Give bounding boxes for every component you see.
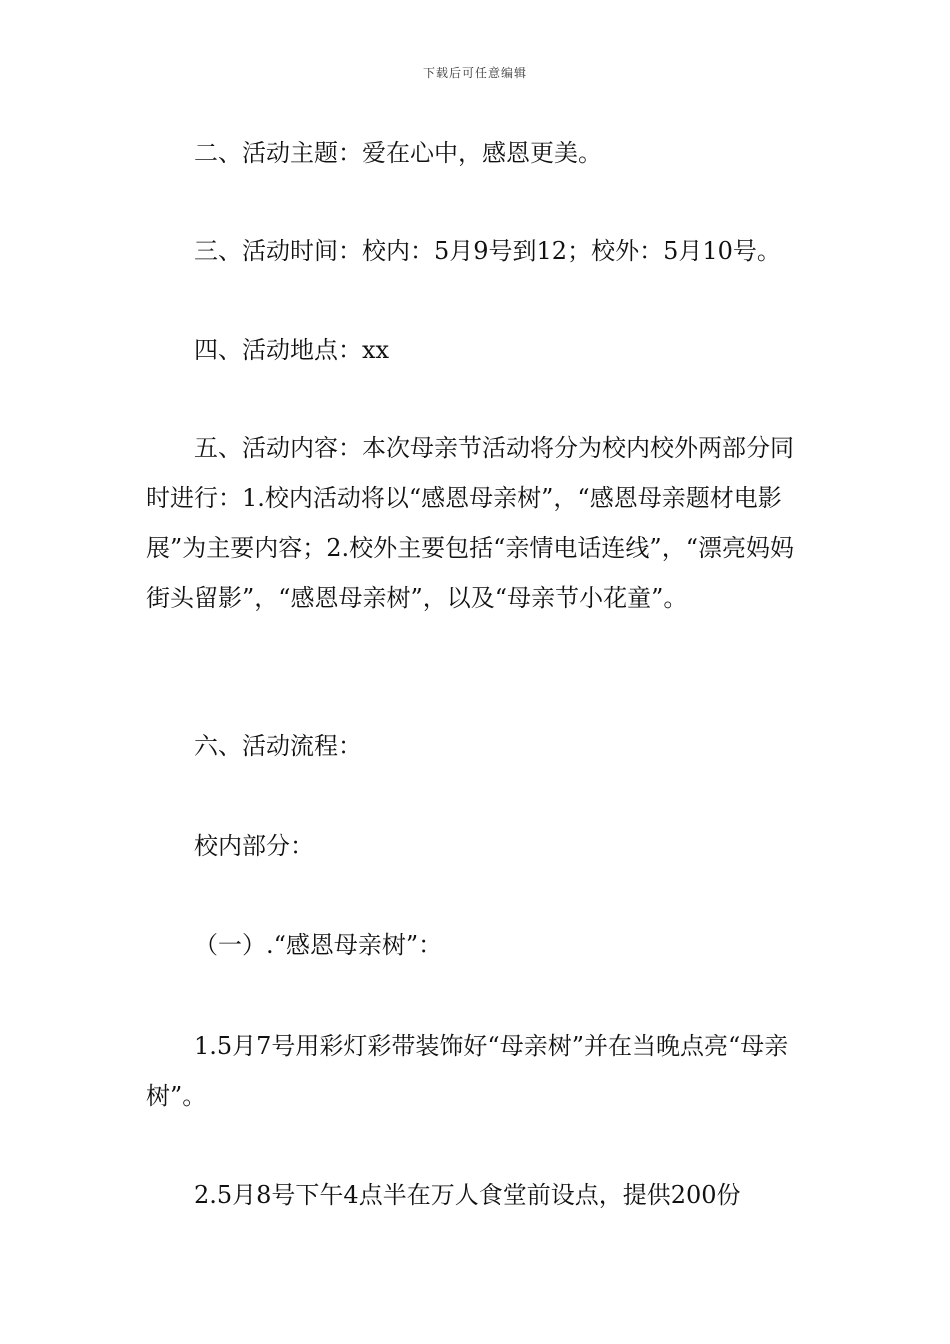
paragraph-content: 五、活动内容：本次母亲节活动将分为校内校外两部分同时进行：1.校内活动将以“感恩母亲树”，“感恩母亲题材电影展”为主要内容；2.校外主要包括“亲情电话连线”，“漂亮妈妈街头留影”，“感恩母亲树”，以及“母亲节小花童”。 xyxy=(146,434,794,612)
paragraph-campus-section: 校内部分： xyxy=(194,832,314,860)
header-note: 下载后可任意编辑 xyxy=(422,66,527,80)
paragraph-location: 四、活动地点：xx xyxy=(194,336,390,364)
paragraph-subheading-tree: （一）.“感恩母亲树”： xyxy=(194,931,443,959)
paragraph-theme: 二、活动主题：爱在心中，感恩更美。 xyxy=(194,139,602,167)
paragraph-step-1: 1.5月7号用彩灯彩带装饰好“母亲树”并在当晚点亮“母亲树”。 xyxy=(146,1032,789,1110)
paragraph-time: 三、活动时间：校内：5月9号到12；校外：5月10号。 xyxy=(194,237,781,265)
paragraph-process: 六、活动流程： xyxy=(194,732,362,760)
paragraph-step-2: 2.5月8号下午4点半在万人食堂前设点，提供200份 xyxy=(194,1181,741,1209)
